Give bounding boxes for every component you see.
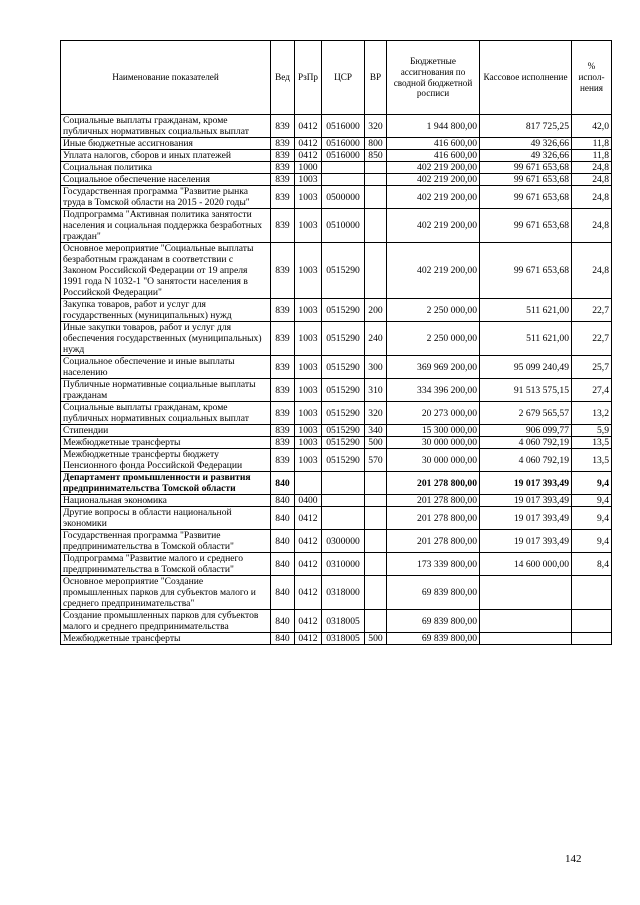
cell-ved: 839 (271, 379, 295, 402)
cell-csr: 0516000 (322, 138, 365, 150)
table-body (61, 115, 612, 645)
cell-pct: 24,8 (572, 162, 612, 174)
header-exec: Кассовое исполнение (480, 41, 572, 115)
table-header-row (61, 41, 612, 115)
table-row (61, 402, 612, 425)
cell-csr: 0515290 (322, 322, 365, 356)
cell-rzpr: 0412 (295, 115, 322, 138)
cell-csr: 0318005 (322, 610, 365, 633)
cell-csr (322, 507, 365, 530)
cell-ved: 840 (271, 610, 295, 633)
cell-csr: 0500000 (322, 186, 365, 209)
cell-pct: 8,4 (572, 553, 612, 576)
cell-budget: 69 839 800,00 (387, 633, 480, 645)
cell-ved: 839 (271, 138, 295, 150)
cell-exec: 817 725,25 (480, 115, 572, 138)
table-row (61, 449, 612, 472)
cell-pct: 9,4 (572, 507, 612, 530)
cell-rzpr: 1003 (295, 186, 322, 209)
cell-vr (365, 209, 387, 243)
cell-budget: 369 969 200,00 (387, 356, 480, 379)
cell-csr: 0515290 (322, 299, 365, 322)
table-row (61, 437, 612, 449)
cell-exec: 19 017 393,49 (480, 495, 572, 507)
page-number: 142 (565, 853, 582, 865)
table-row (61, 507, 612, 530)
cell-name: Социальное обеспечение населения (61, 174, 271, 186)
cell-name: Межбюджетные трансферты (61, 437, 271, 449)
cell-budget: 402 219 200,00 (387, 186, 480, 209)
table-row (61, 472, 612, 495)
cell-name: Основное мероприятие "Социальные выплаты безработным гражданам в соответствии с Законом Российской Федерации от 19 апреля 1991 года N 1032-1 "О занятости населения в Российской Федерации" (61, 243, 271, 299)
cell-name: Департамент промышленности и развития предпринимательства Томской области (61, 472, 271, 495)
cell-ved: 839 (271, 162, 295, 174)
cell-ved: 839 (271, 243, 295, 299)
cell-exec: 511 621,00 (480, 322, 572, 356)
cell-vr (365, 174, 387, 186)
cell-budget: 173 339 800,00 (387, 553, 480, 576)
cell-name: Иные бюджетные ассигнования (61, 138, 271, 150)
cell-csr: 0515290 (322, 449, 365, 472)
cell-exec: 49 326,66 (480, 138, 572, 150)
cell-rzpr: 1003 (295, 402, 322, 425)
cell-exec (480, 576, 572, 610)
table-row (61, 495, 612, 507)
cell-budget: 69 839 800,00 (387, 610, 480, 633)
cell-rzpr: 1003 (295, 299, 322, 322)
cell-name: Создание промышленных парков для субъектов малого и среднего предпринимательства (61, 610, 271, 633)
cell-exec: 99 671 653,68 (480, 174, 572, 186)
cell-pct: 11,8 (572, 138, 612, 150)
table-row (61, 209, 612, 243)
cell-rzpr: 1003 (295, 209, 322, 243)
table-row (61, 530, 612, 553)
cell-exec: 19 017 393,49 (480, 530, 572, 553)
cell-pct: 22,7 (572, 299, 612, 322)
cell-vr: 300 (365, 356, 387, 379)
cell-vr: 320 (365, 115, 387, 138)
cell-vr (365, 495, 387, 507)
cell-vr (365, 576, 387, 610)
cell-vr (365, 472, 387, 495)
cell-ved: 840 (271, 553, 295, 576)
cell-csr: 0515290 (322, 437, 365, 449)
cell-budget: 402 219 200,00 (387, 162, 480, 174)
cell-name: Подпрограмма "Развитие малого и среднего предпринимательства в Томской области" (61, 553, 271, 576)
cell-budget: 201 278 800,00 (387, 495, 480, 507)
table-row (61, 243, 612, 299)
header-name: Наименование показателей (61, 41, 271, 115)
table-row (61, 576, 612, 610)
cell-csr: 0510000 (322, 209, 365, 243)
cell-budget: 201 278 800,00 (387, 507, 480, 530)
cell-rzpr: 0412 (295, 507, 322, 530)
cell-exec: 4 060 792,19 (480, 449, 572, 472)
table-row (61, 322, 612, 356)
cell-name: Социальное обеспечение и иные выплаты населению (61, 356, 271, 379)
cell-rzpr (295, 472, 322, 495)
cell-vr: 200 (365, 299, 387, 322)
cell-exec: 4 060 792,19 (480, 437, 572, 449)
cell-rzpr: 1000 (295, 162, 322, 174)
cell-budget: 402 219 200,00 (387, 209, 480, 243)
cell-vr: 500 (365, 633, 387, 645)
cell-rzpr: 0412 (295, 610, 322, 633)
cell-ved: 840 (271, 576, 295, 610)
cell-rzpr: 0412 (295, 576, 322, 610)
budget-table (60, 40, 612, 645)
cell-ved: 839 (271, 356, 295, 379)
header-ved: Вед (271, 41, 295, 115)
cell-exec (480, 610, 572, 633)
cell-pct: 5,9 (572, 425, 612, 437)
cell-pct: 11,8 (572, 150, 612, 162)
cell-csr: 0516000 (322, 150, 365, 162)
table-row (61, 162, 612, 174)
cell-vr: 240 (365, 322, 387, 356)
cell-csr (322, 174, 365, 186)
cell-vr: 320 (365, 402, 387, 425)
cell-csr: 0300000 (322, 530, 365, 553)
cell-budget: 30 000 000,00 (387, 437, 480, 449)
cell-pct: 13,2 (572, 402, 612, 425)
cell-pct: 24,8 (572, 209, 612, 243)
cell-budget: 20 273 000,00 (387, 402, 480, 425)
cell-rzpr: 0412 (295, 553, 322, 576)
cell-budget: 201 278 800,00 (387, 530, 480, 553)
cell-name: Подпрограмма "Активная политика занятости населения и социальная поддержка безработных граждан" (61, 209, 271, 243)
cell-vr (365, 553, 387, 576)
cell-vr: 340 (365, 425, 387, 437)
cell-ved: 839 (271, 186, 295, 209)
table-row (61, 138, 612, 150)
table-row (61, 425, 612, 437)
cell-pct: 24,8 (572, 174, 612, 186)
cell-exec (480, 633, 572, 645)
cell-csr: 0310000 (322, 553, 365, 576)
cell-ved: 839 (271, 174, 295, 186)
header-csr: ЦСР (322, 41, 365, 115)
cell-ved: 839 (271, 299, 295, 322)
cell-rzpr: 1003 (295, 379, 322, 402)
cell-csr: 0515290 (322, 379, 365, 402)
cell-exec: 49 326,66 (480, 150, 572, 162)
cell-pct: 9,4 (572, 472, 612, 495)
table-row (61, 356, 612, 379)
cell-pct: 13,5 (572, 449, 612, 472)
cell-ved: 839 (271, 437, 295, 449)
cell-ved: 840 (271, 633, 295, 645)
cell-rzpr: 1003 (295, 425, 322, 437)
cell-rzpr: 0400 (295, 495, 322, 507)
cell-ved: 839 (271, 150, 295, 162)
cell-ved: 840 (271, 530, 295, 553)
cell-vr: 800 (365, 138, 387, 150)
table-row (61, 299, 612, 322)
cell-ved: 839 (271, 322, 295, 356)
table-row (61, 553, 612, 576)
cell-pct (572, 633, 612, 645)
cell-csr: 0515290 (322, 243, 365, 299)
cell-csr: 0515290 (322, 356, 365, 379)
cell-rzpr: 0412 (295, 530, 322, 553)
header-budget: Бюджетные ассигнования по сводной бюджетной росписи (387, 41, 480, 115)
cell-ved: 839 (271, 449, 295, 472)
cell-ved: 839 (271, 115, 295, 138)
cell-name: Межбюджетные трансферты бюджету Пенсионного фонда Российской Федерации (61, 449, 271, 472)
header-pct: % испол-нения (572, 41, 612, 115)
cell-vr (365, 186, 387, 209)
cell-rzpr: 1003 (295, 243, 322, 299)
cell-exec: 906 099,77 (480, 425, 572, 437)
cell-exec: 99 671 653,68 (480, 209, 572, 243)
table-row (61, 174, 612, 186)
table-row (61, 610, 612, 633)
cell-budget: 1 944 800,00 (387, 115, 480, 138)
cell-name: Публичные нормативные социальные выплаты гражданам (61, 379, 271, 402)
cell-budget: 416 600,00 (387, 150, 480, 162)
table-row (61, 186, 612, 209)
cell-vr: 310 (365, 379, 387, 402)
cell-rzpr: 1003 (295, 174, 322, 186)
cell-exec: 19 017 393,49 (480, 507, 572, 530)
cell-exec: 91 513 575,15 (480, 379, 572, 402)
cell-name: Государственная программа "Развитие предпринимательства в Томской области" (61, 530, 271, 553)
cell-rzpr: 0412 (295, 633, 322, 645)
cell-name: Другие вопросы в области национальной экономики (61, 507, 271, 530)
cell-ved: 840 (271, 472, 295, 495)
cell-budget: 2 250 000,00 (387, 299, 480, 322)
table-row (61, 115, 612, 138)
cell-csr: 0516000 (322, 115, 365, 138)
cell-pct (572, 576, 612, 610)
cell-name: Национальная экономика (61, 495, 271, 507)
cell-pct: 24,8 (572, 243, 612, 299)
cell-pct: 22,7 (572, 322, 612, 356)
cell-budget: 2 250 000,00 (387, 322, 480, 356)
cell-budget: 334 396 200,00 (387, 379, 480, 402)
cell-name: Стипендии (61, 425, 271, 437)
cell-pct: 27,4 (572, 379, 612, 402)
table-row (61, 379, 612, 402)
cell-ved: 840 (271, 495, 295, 507)
cell-vr (365, 243, 387, 299)
cell-rzpr: 1003 (295, 449, 322, 472)
cell-exec: 2 679 565,57 (480, 402, 572, 425)
cell-name: Закупка товаров, работ и услуг для государственных (муниципальных) нужд (61, 299, 271, 322)
cell-pct: 9,4 (572, 495, 612, 507)
cell-csr: 0515290 (322, 402, 365, 425)
cell-budget: 402 219 200,00 (387, 174, 480, 186)
cell-name: Социальные выплаты гражданам, кроме публичных нормативных социальных выплат (61, 115, 271, 138)
cell-pct (572, 610, 612, 633)
cell-rzpr: 1003 (295, 322, 322, 356)
cell-csr: 0318005 (322, 633, 365, 645)
cell-name: Государственная программа "Развитие рынка труда в Томской области на 2015 - 2020 годы" (61, 186, 271, 209)
cell-pct: 13,5 (572, 437, 612, 449)
cell-vr: 570 (365, 449, 387, 472)
cell-exec: 99 671 653,68 (480, 186, 572, 209)
cell-csr (322, 162, 365, 174)
cell-ved: 839 (271, 425, 295, 437)
cell-budget: 402 219 200,00 (387, 243, 480, 299)
header-vr: ВР (365, 41, 387, 115)
cell-vr (365, 162, 387, 174)
cell-name: Основное мероприятие "Создание промышленных парков для субъектов малого и среднего предпринимательства" (61, 576, 271, 610)
cell-name: Социальные выплаты гражданам, кроме публичных нормативных социальных выплат (61, 402, 271, 425)
cell-rzpr: 1003 (295, 437, 322, 449)
cell-name: Уплата налогов, сборов и иных платежей (61, 150, 271, 162)
cell-name: Социальная политика (61, 162, 271, 174)
table-row (61, 150, 612, 162)
cell-csr: 0515290 (322, 425, 365, 437)
cell-pct: 25,7 (572, 356, 612, 379)
cell-csr: 0318000 (322, 576, 365, 610)
cell-vr: 850 (365, 150, 387, 162)
cell-ved: 839 (271, 209, 295, 243)
cell-exec: 511 621,00 (480, 299, 572, 322)
cell-vr: 500 (365, 437, 387, 449)
cell-csr (322, 495, 365, 507)
cell-pct: 24,8 (572, 186, 612, 209)
cell-exec: 14 600 000,00 (480, 553, 572, 576)
cell-budget: 416 600,00 (387, 138, 480, 150)
cell-vr (365, 530, 387, 553)
header-rzpr: РзПр (295, 41, 322, 115)
cell-rzpr: 0412 (295, 138, 322, 150)
cell-ved: 840 (271, 507, 295, 530)
cell-name: Иные закупки товаров, работ и услуг для обеспечения государственных (муниципальных) нужд (61, 322, 271, 356)
cell-rzpr: 0412 (295, 150, 322, 162)
cell-budget: 15 300 000,00 (387, 425, 480, 437)
table-row (61, 633, 612, 645)
cell-exec: 19 017 393,49 (480, 472, 572, 495)
cell-ved: 839 (271, 402, 295, 425)
cell-exec: 95 099 240,49 (480, 356, 572, 379)
cell-exec: 99 671 653,68 (480, 162, 572, 174)
cell-budget: 201 278 800,00 (387, 472, 480, 495)
cell-pct: 42,0 (572, 115, 612, 138)
cell-exec: 99 671 653,68 (480, 243, 572, 299)
cell-name: Межбюджетные трансферты (61, 633, 271, 645)
cell-vr (365, 507, 387, 530)
cell-vr (365, 610, 387, 633)
cell-budget: 69 839 800,00 (387, 576, 480, 610)
cell-rzpr: 1003 (295, 356, 322, 379)
cell-budget: 30 000 000,00 (387, 449, 480, 472)
cell-pct: 9,4 (572, 530, 612, 553)
cell-csr (322, 472, 365, 495)
